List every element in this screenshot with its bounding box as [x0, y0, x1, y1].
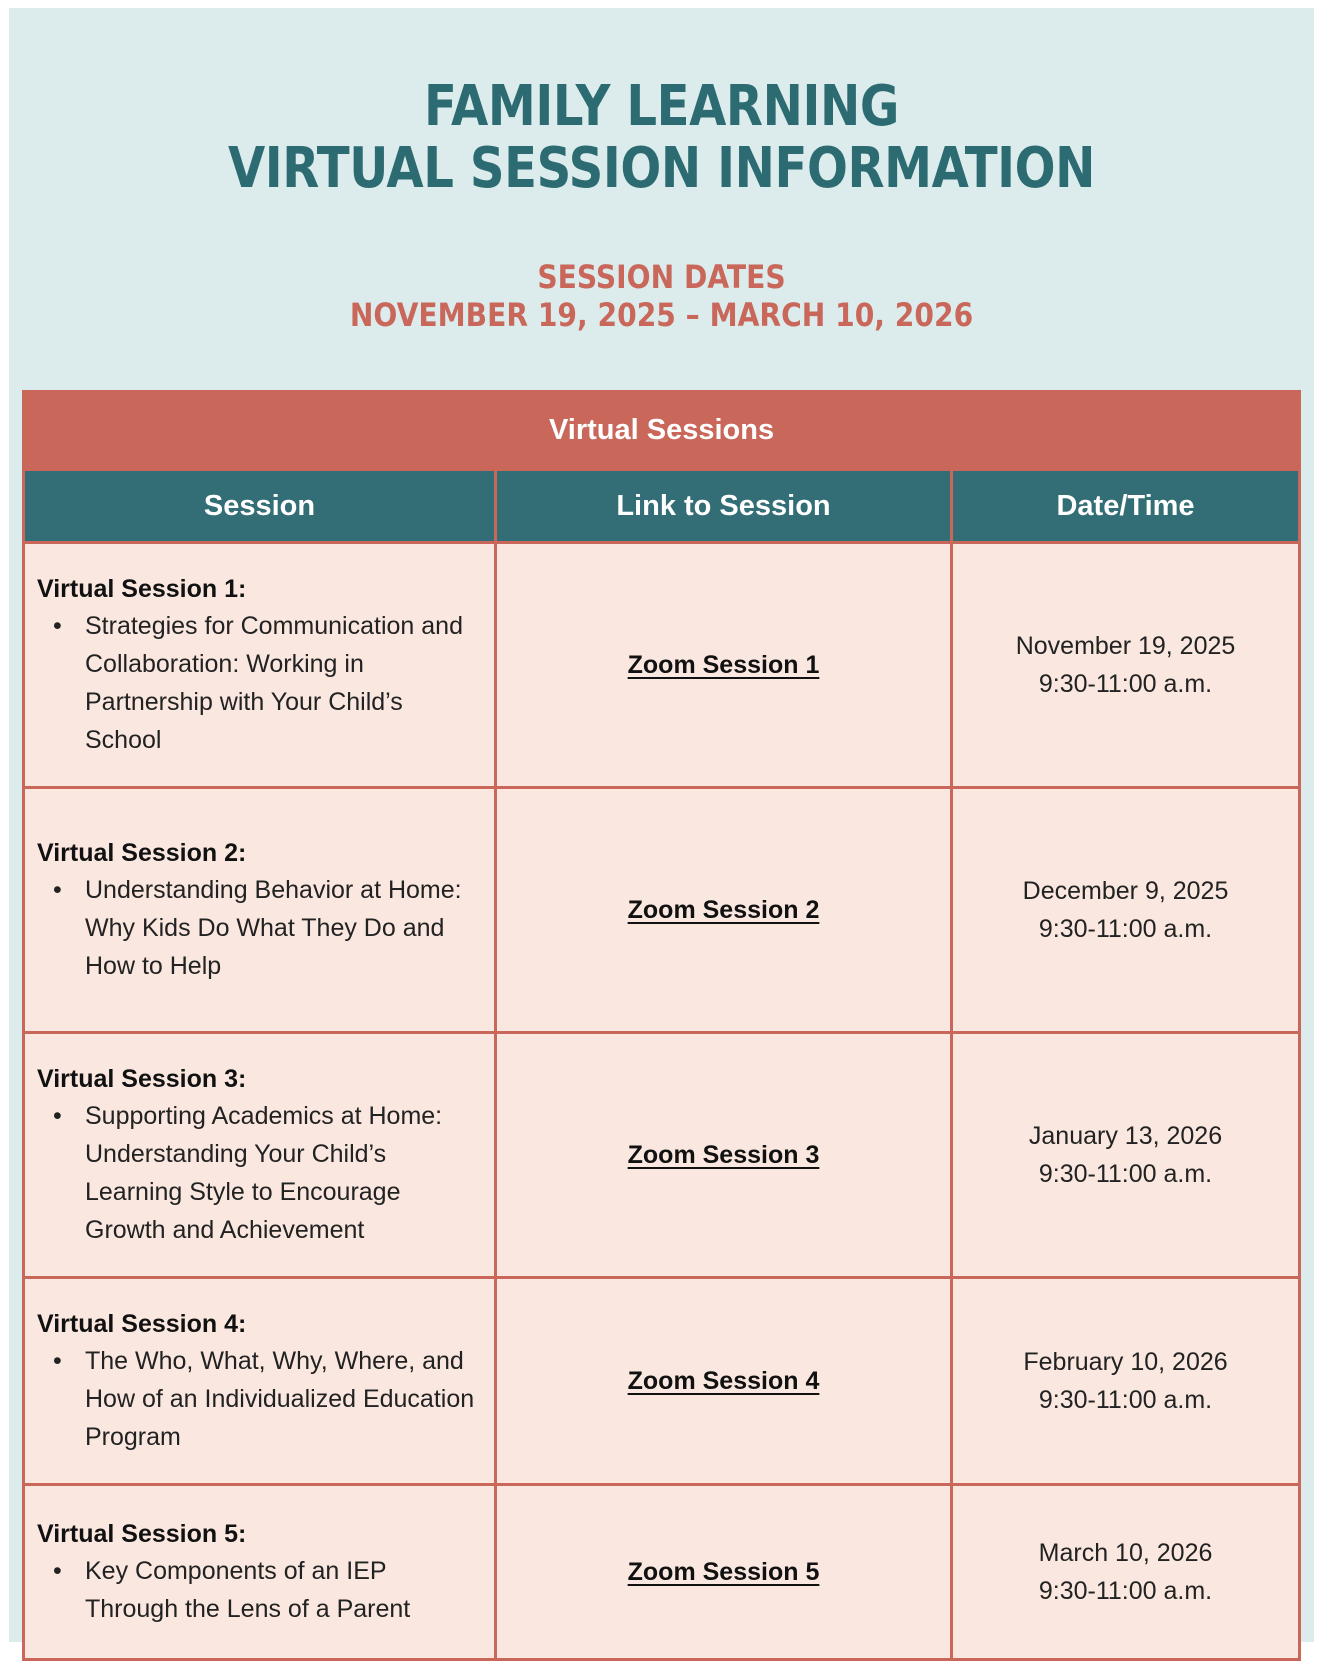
session-title: Virtual Session 5: [37, 1520, 247, 1548]
session-time: 9:30-11:00 a.m. [1038, 670, 1213, 698]
zoom-session-2-link[interactable]: Zoom Session 2 [627, 895, 820, 924]
link-cell [496, 1033, 952, 1278]
link-cell [496, 543, 952, 788]
session-date: February 10, 2026 [1023, 1348, 1228, 1376]
session-title: Virtual Session 1: [37, 575, 247, 603]
zoom-session-3-link[interactable]: Zoom Session 3 [627, 1140, 820, 1169]
session-date: December 9, 2025 [1022, 877, 1229, 905]
datetime-cell [952, 1278, 1300, 1485]
column-header-datetime: Date/Time [952, 470, 1300, 543]
zoom-session-4-link[interactable]: Zoom Session 4 [627, 1366, 820, 1395]
session-description-item [37, 1342, 484, 1456]
session-date: November 19, 2025 [1015, 632, 1236, 660]
bullet-icon: • [53, 1557, 62, 1585]
table-row [24, 543, 1300, 788]
session-cell [24, 1485, 496, 1660]
session-dates-range: NOVEMBER 19, 2025 – MARCH 10, 2026 [349, 296, 974, 334]
column-header-session: Session [24, 470, 496, 543]
session-description: Understanding Behavior at Home: Why Kids Do What They Do and How to Help [85, 876, 462, 980]
link-cell [496, 1485, 952, 1660]
bullet-icon: • [53, 612, 62, 640]
link-cell [496, 788, 952, 1033]
session-time: 9:30-11:00 a.m. [1038, 1577, 1213, 1605]
table-row [24, 788, 1300, 1033]
table-caption-row [24, 392, 1300, 470]
sessions-table [22, 390, 1301, 1661]
session-cell [24, 1278, 496, 1485]
table-caption: Virtual Sessions [24, 392, 1300, 470]
session-description-item [37, 607, 484, 759]
datetime-cell [952, 1033, 1300, 1278]
session-description-item [37, 1552, 484, 1628]
session-date: March 10, 2026 [1038, 1539, 1213, 1567]
column-header-link: Link to Session [496, 470, 952, 543]
link-cell [496, 1278, 952, 1485]
datetime-cell [952, 1485, 1300, 1660]
session-title: Virtual Session 4: [37, 1310, 247, 1338]
title-line-1: FAMILY LEARNING [424, 74, 899, 139]
session-time: 9:30-11:00 a.m. [1038, 1386, 1213, 1414]
session-cell [24, 543, 496, 788]
bullet-icon: • [53, 1102, 62, 1130]
bullet-icon: • [53, 1347, 62, 1375]
table-row [24, 1278, 1300, 1485]
session-description: Supporting Academics at Home: Understanding Your Child’s Learning Style to Encourage Growth and Achievement [85, 1102, 443, 1244]
session-dates-label: SESSION DATES [537, 258, 786, 296]
table-row [24, 1033, 1300, 1278]
session-description: Key Components of an IEP Through the Lens of a Parent [85, 1557, 411, 1623]
zoom-session-5-link[interactable]: Zoom Session 5 [627, 1557, 820, 1586]
session-date: January 13, 2026 [1028, 1122, 1223, 1150]
page-title [100, 76, 1222, 200]
datetime-cell [952, 543, 1300, 788]
table-row [24, 1485, 1300, 1660]
session-dates [87, 258, 1235, 334]
bullet-icon: • [53, 876, 62, 904]
session-time: 9:30-11:00 a.m. [1038, 915, 1213, 943]
datetime-cell [952, 788, 1300, 1033]
session-description: The Who, What, Why, Where, and How of an Individualized Education Program [85, 1347, 475, 1451]
session-cell [24, 1033, 496, 1278]
table-header-row [24, 470, 1300, 543]
zoom-session-1-link[interactable]: Zoom Session 1 [627, 650, 820, 679]
session-description: Strategies for Communication and Collaboration: Working in Partnership with Your Child’s School [85, 612, 463, 754]
title-line-2: VIRTUAL SESSION INFORMATION [227, 136, 1096, 201]
session-title: Virtual Session 3: [37, 1065, 247, 1093]
session-title: Virtual Session 2: [37, 839, 247, 867]
session-description-item [37, 1097, 484, 1249]
session-description-item [37, 871, 484, 985]
session-cell [24, 788, 496, 1033]
session-time: 9:30-11:00 a.m. [1038, 1160, 1213, 1188]
